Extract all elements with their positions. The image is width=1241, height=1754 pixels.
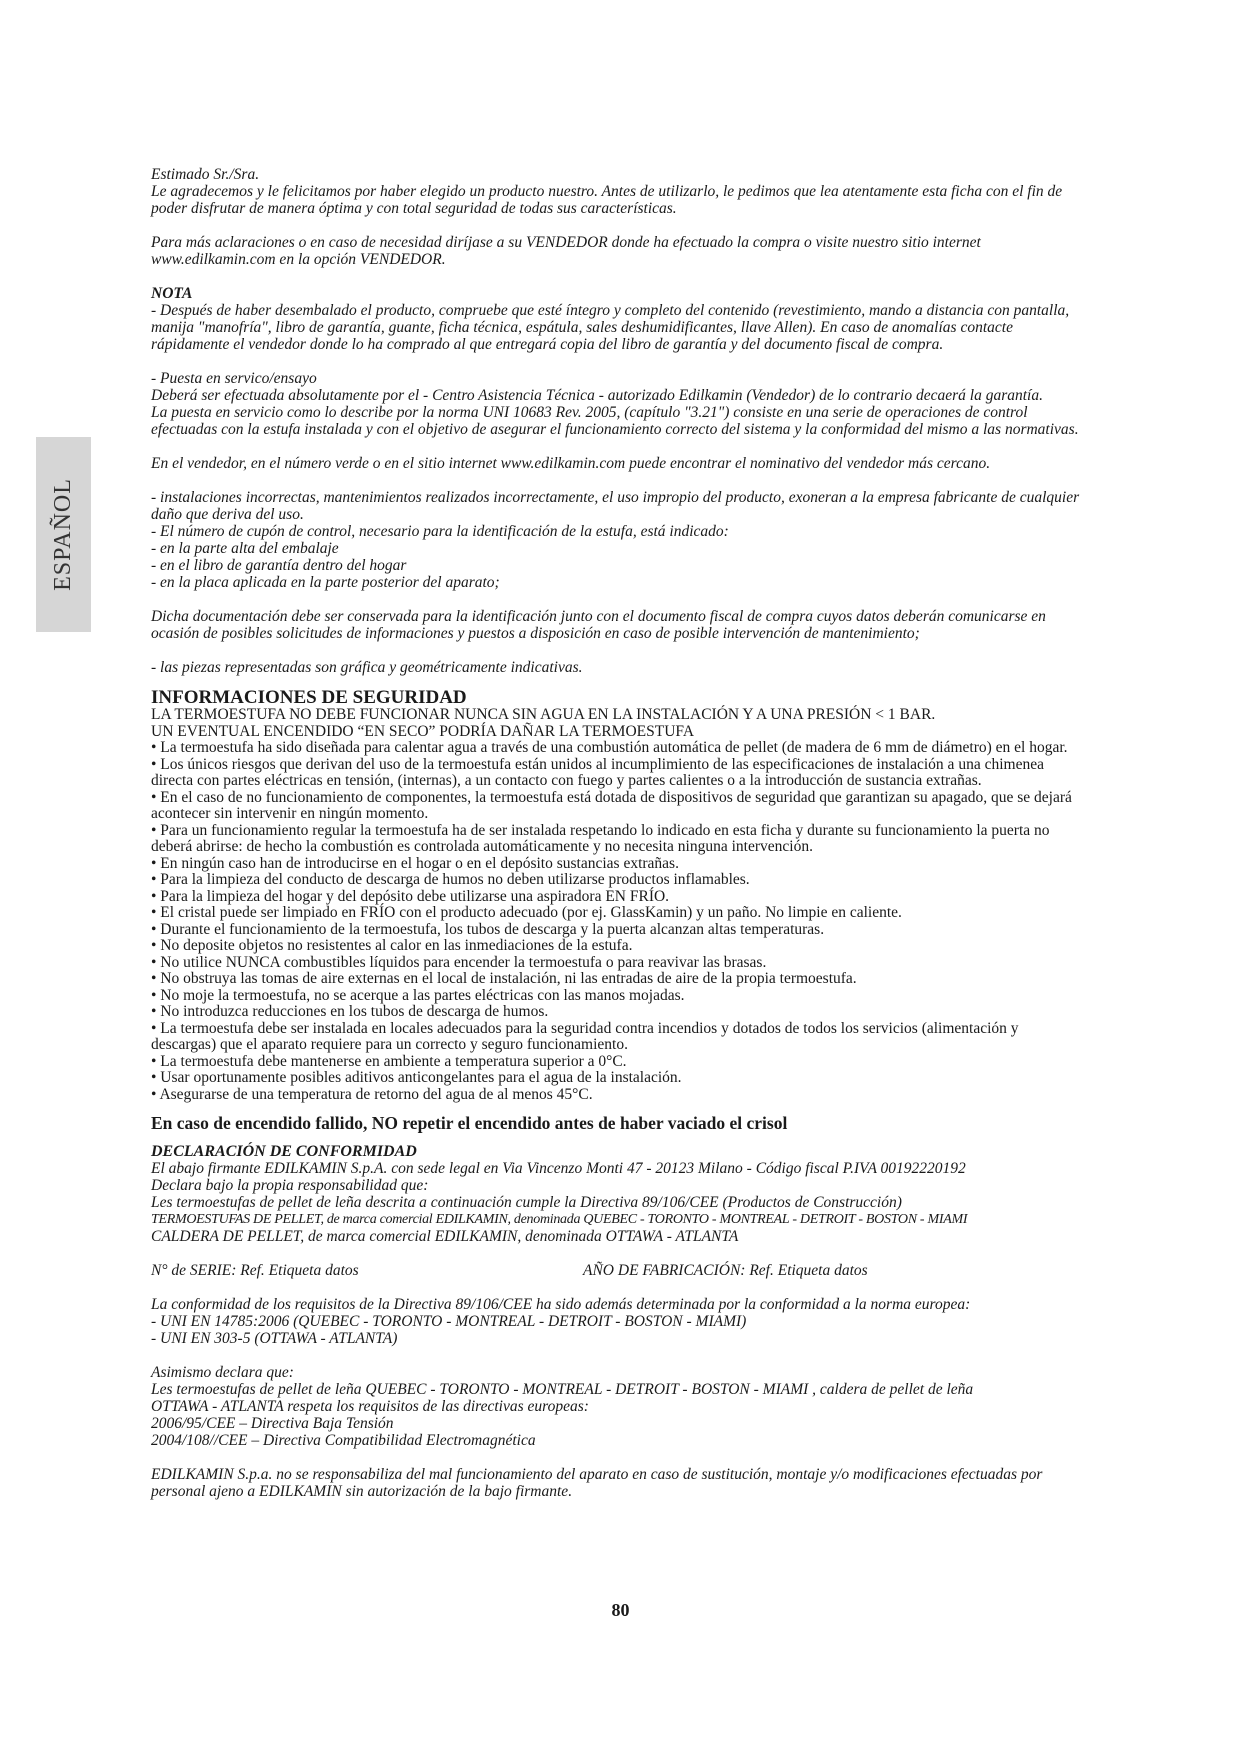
language-label: ESPAÑOL	[50, 478, 76, 591]
also-declares-line: 2006/95/CEE – Directiva Baja Tensión	[151, 1415, 394, 1432]
safety-item: • Para la limpieza del hogar y del depósito debe utilizarse una aspiradora EN FRÍO.	[151, 887, 670, 905]
list-item: - instalaciones incorrectas, mantenimientos realizados incorrectamente, el uso impropio del producto, exoneran a la empresa fabricante de cualquier daño que deriva del uso.	[151, 489, 1080, 523]
safety-item: • Los únicos riesgos que derivan del uso de la termoestufa están unidos al incumplimiento de las especificaciones de instalación a una chimenea directa con partes eléctricas en tensión, (internas), a un contacto con fuego y partes calientes o a la introducción de sustancia extrañas.	[151, 755, 1044, 789]
also-declares-line: Les termoestufas de pellet de leña QUEBEC - TORONTO - MONTREAL - DETROIT - BOSTON - MIAMI , caldera de pellet de leña	[151, 1381, 974, 1398]
dealer-info: En el vendedor, en el número verde o en el sitio internet www.edilkamin.com puede encontrar el nominativo del vendedor más cercano.	[151, 455, 991, 472]
conformity-line: La conformidad de los requisitos de la Directiva 89/106/CEE ha sido además determinada por la conformidad a la norma europea:	[151, 1296, 971, 1313]
liability-note: EDILKAMIN S.p.a. no se responsabiliza del mal funcionamiento del aparato en caso de sustitución, montaje y/o modificaciones efectuadas por personal ajeno a EDILKAMIN sin autorización de la bajo firmante.	[151, 1466, 1043, 1500]
safety-caps-warning: UN EVENTUAL ENCENDIDO “EN SECO” PODRÍA DAÑAR LA TERMOESTUFA	[151, 722, 695, 740]
declaration-line: Declara bajo la propia responsabilidad que:	[151, 1177, 429, 1194]
conformity-line: - UNI EN 14785:2006 (QUEBEC - TORONTO - MONTREAL - DETROIT - BOSTON - MIAMI)	[151, 1313, 747, 1330]
declaration-line: El abajo firmante EDILKAMIN S.p.A. con sede legal en Via Vincenzo Monti 47 - 20123 Milano - Código fiscal P.IVA 00192220192	[151, 1160, 966, 1177]
safety-item: • Para un funcionamiento regular la termoestufa ha de ser instalada respetando lo indicado en esta ficha y durante su funcionamiento la puerta no deberá abrirse: de hecho la combustión es controlada automáticamente y no necesita ninguna intervención.	[151, 821, 1050, 855]
declaration-title: DECLARACIÓN DE CONFORMIDAD	[151, 1143, 417, 1160]
declaration-line: CALDERA DE PELLET, de marca comercial EDILKAMIN, denominada OTTAWA - ATLANTA	[151, 1228, 739, 1245]
safety-item: • En el caso de no funcionamiento de componentes, la termoestufa está dotada de dispositivos de seguridad que garantizan su apagado, que se dejará acontecer sin intervenir en ningún momento.	[151, 788, 1072, 822]
safety-item: • Usar oportunamente posibles aditivos anticongelantes para el agua de la instalación.	[151, 1069, 682, 1086]
nota-title: NOTA	[151, 285, 193, 302]
safety-item: • Asegurarse de una temperatura de retorno del agua de al menos 45°C.	[151, 1085, 593, 1103]
safety-item: • La termoestufa debe mantenerse en ambiente a temperatura superior a 0°C.	[151, 1052, 627, 1070]
safety-item: • No moje la termoestufa, no se acerque a las partes eléctricas con las manos mojadas.	[151, 986, 685, 1004]
page-number: 80	[611, 1600, 630, 1620]
greeting: Estimado Sr./Sra.	[151, 166, 260, 183]
declaration-line: TERMOESTUFAS DE PELLET, de marca comercial EDILKAMIN, denominada QUEBEC - TORONTO - MONTREAL - DETROIT - BOSTON - MIAMI	[151, 1212, 968, 1227]
commissioning-text-2: La puesta en servicio como lo describe por la norma UNI 10683 Rev. 2005, (capítulo "3.21") consiste en una serie de operaciones de control efectuadas con la estufa instalada y con el objetivo de asegurar el funcionamiento correcto del sistema y la conformidad del mismo a las normativas.	[151, 404, 1079, 438]
safety-heading: INFORMACIONES DE SEGURIDAD	[151, 687, 467, 708]
safety-caps-warning: LA TERMOESTUFA NO DEBE FUNCIONAR NUNCA SIN AGUA EN LA INSTALACIÓN Y A UNA PRESIÓN < 1 BAR.	[151, 706, 936, 723]
safety-item: • No obstruya las tomas de aire externas en el local de instalación, ni las entradas de aire de la propia termoestufa.	[151, 970, 857, 987]
commissioning-title: - Puesta en servico/ensayo	[151, 370, 317, 387]
safety-item: • Para la limpieza del conducto de descarga de humos no deben utilizarse productos inflamables.	[151, 871, 750, 888]
intro-contact: Para más aclaraciones o en caso de necesidad diríjase a su VENDEDOR donde ha efectuado la compra o visite nuestro sitio internet www.edilkamin.com en la opción VENDEDOR.	[151, 234, 981, 268]
list-item: - en la placa aplicada en la parte posterior del aparato;	[151, 574, 500, 591]
list-item: - El número de cupón de control, necesario para la identificación de la estufa, está indicado:	[151, 523, 729, 540]
language-side-tab	[36, 437, 91, 632]
year-label: AÑO DE FABRICACIÓN: Ref. Etiqueta datos	[583, 1262, 868, 1279]
nota-after-unpacking: - Después de haber desembalado el producto, compruebe que esté íntegro y completo del contenido (revestimiento, mando a distancia con pantalla, manija "manofría", libro de garantía, guante, ficha técnica, espátula, sales deshumidificantes, llave Allen). En caso de anomalías contacte rápidamente el vendedor donde lo ha comprado al que entregará copia del libro de garantía y del documento fiscal de compra.	[151, 302, 1070, 353]
safety-item: • No utilice NUNCA combustibles líquidos para encender la termoestufa o para reavivar las brasas.	[151, 953, 767, 971]
commissioning-text-1: Deberá ser efectuada absolutamente por el - Centro Asistencia Técnica - autorizado Edilkamin (Vendedor) de lo contrario decaerá la garantía.	[151, 387, 1043, 404]
safety-item: • La termoestufa ha sido diseñada para calentar agua a través de una combustión automática de pellet (de madera de 6 mm de diámetro) en el hogar.	[151, 739, 1068, 756]
safety-item: • El cristal puede ser limpiado en FRÍO con el producto adecuado (por ej. GlassKamin) y un paño. No limpie en caliente.	[151, 904, 902, 921]
safety-item: • Durante el funcionamiento de la termoestufa, los tubos de descarga y la puerta alcanzan altas temperaturas.	[151, 920, 825, 938]
serial-year-row	[151, 1262, 1086, 1279]
intro-thanks: Le agradecemos y le felicitamos por haber elegido un producto nuestro. Antes de utilizarlo, le pedimos que lea atentamente esta ficha con el fin de poder disfrutar de manera óptima y con total seguridad de todas sus características.	[151, 183, 1063, 217]
also-declares-line: Asimismo declara que:	[151, 1364, 294, 1381]
also-declares-line: 2004/108//CEE – Directiva Compatibilidad Electromagnética	[151, 1432, 536, 1449]
failed-ignition-warning: En caso de encendido fallido, NO repetir el encendido antes de haber vaciado el crisol	[151, 1113, 788, 1133]
safety-item: • En ningún caso han de introducirse en el hogar o en el depósito sustancias extrañas.	[151, 854, 679, 872]
list-item: - en el libro de garantía dentro del hogar	[151, 557, 407, 574]
also-declares-line: OTTAWA - ATLANTA respeta los requisitos de las directivas europeas:	[151, 1398, 589, 1415]
declaration-line: Les termoestufas de pellet de leña descrita a continuación cumple la Directiva 89/106/CEE (Productos de Construcción)	[151, 1194, 902, 1211]
safety-item: • No introduzca reducciones en los tubos de descarga de humos.	[151, 1003, 549, 1020]
documentation-note: Dicha documentación debe ser conservada para la identificación junto con el documento fiscal de compra cuyos datos deberán comunicarse en ocasión de posibles solicitudes de informaciones y puestos a disposición en caso de posible intervención de mantenimiento;	[151, 608, 1046, 642]
serial-label: N° de SERIE: Ref. Etiqueta datos	[151, 1262, 359, 1279]
page-content	[151, 166, 1086, 1500]
pieces-note: - las piezas representadas son gráfica y geométricamente indicativas.	[151, 659, 583, 676]
safety-item: • No deposite objetos no resistentes al calor en las inmediaciones de la estufa.	[151, 937, 633, 954]
conformity-line: - UNI EN 303-5 (OTTAWA - ATLANTA)	[151, 1330, 398, 1347]
safety-item: • La termoestufa debe ser instalada en locales adecuados para la seguridad contra incendios y dotados de todos los servicios (alimentación y descargas) que el aparato requiere para un correcto y seguro funcionamiento.	[151, 1019, 1019, 1053]
list-item: - en la parte alta del embalaje	[151, 540, 339, 557]
